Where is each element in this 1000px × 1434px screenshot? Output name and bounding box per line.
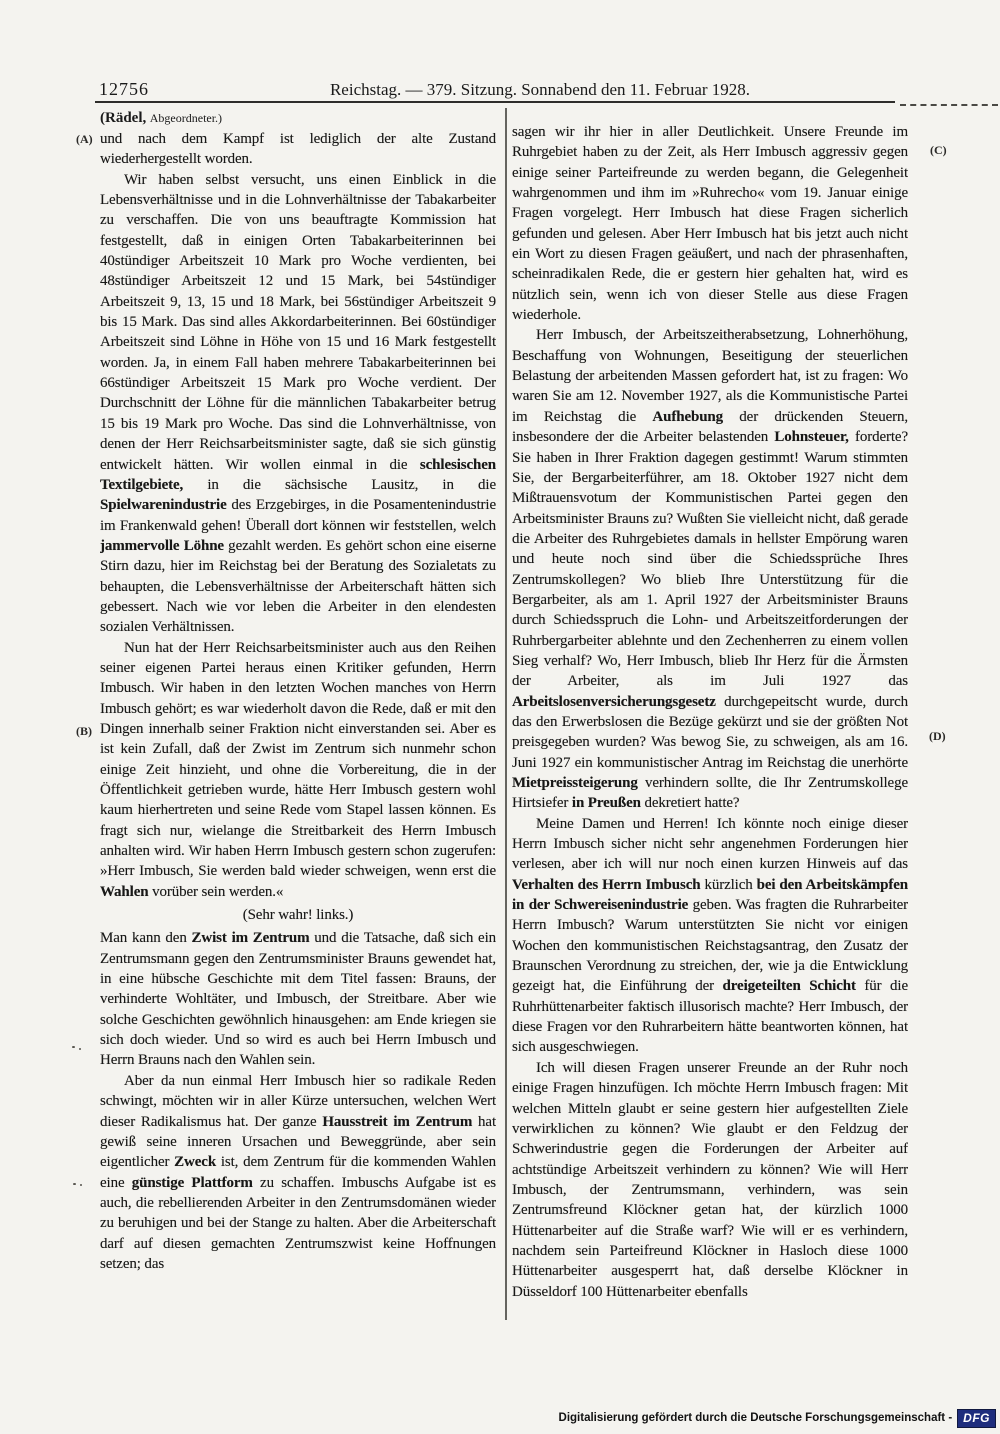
paragraph: Ich will diesen Fragen unserer Freunde an der Ruhr noch einige Fragen hinzufügen. Ich möchte Herrn Imbusch fragen: Mit welchen Mitteln glaubt er seine gestern hier aufgestellten Ziele verwirklichen zu können? Wie glaubt er den Feldzug der Schwerindustrie gegen die Forderungen der Arbeiter auf achtstündige Arbeitszeit verhindern zu können? Wie will Herr Imbusch, der Zentrumsmann, verhindern, was sein Zentrumsfreund Klöckner getan hat, der kürzlich 1000 Hüttenarbeiter auf die Straße warf? Wie will er es verhindern, nachdem sein Parteifreund Klöckner in Hasloch diese 1000 Hüttenarbeiter ausgesperrt hat, daß derselbe Klöckner in Düsseldorf 100 Hüttenarbeiter ebenfalls [512,1059,908,1300]
paragraph: Herr Imbusch, der Arbeitszeitherabsetzung, Lohnerhöhung, Beschaffung von Wohnungen, Beseitigung der steuerlichen Belastung der arbeitenden Massen gefordert hat, ist zu fragen: Wo waren Sie am 12. November 1927, als die Kommunistische Partei im Reichstag die Aufhebung der drückenden Steuern, insbesondere der die Arbeiter belastenden Lohnsteuer, forderte? Sie haben in Ihrer Fraktion dagegen gestimmt! Warum stimmten Sie, der Bergarbeiterführer, am 18. Oktober 1927 nicht dem Mißtrauensvotum der Kommunistischen Partei gegen den Arbeitsminister Brauns zu? Wußten Sie vielleicht nicht, daß gerade die Arbeiter des Ruhrgebietes damals in hellster Empörung waren und heute noch sind über die Schiedssprüche Ihres Zentrumskollegen? Wo blieb Ihre Unterstützung für die Bergarbeiter, als am 1. April 1927 der Arbeitsminister Brauns durch Schiedsspruch die Lohn- und Arbeitszeitforderungen der Ruhrbergarbeiter ablehnte und den Zechenherren zu einem vollen Sieg verhalf? Wo, Herr Imbusch, blieb Ihr Herz für die Ärmsten der Arbeiter, als im Juli 1927 das Arbeitslosenversicherungsgesetz durchgepeitscht wurde, durch das den Erwerbslosen die Bezüge gekürzt und sie der größten Not preisgegeben wurden? Was bewog Sie, zu schweigen, als am 16. Juni 1927 ein kommunistischer Antrag im Reichstag die unerhörte Mietpreissteigerung verhindern sollte, die Ihr Zentrumskollege Hirtsiefer in Preußen dekretiert hatte? [512,327,908,812]
digitization-footer [559,1407,996,1429]
scan-artifact [80,1184,82,1186]
margin-letter-c: (C) [930,143,947,157]
speaker-line [100,110,222,127]
margin-letter-a: (A) [76,132,93,146]
page-title: Reichstag. — 379. Sitzung. Sonnabend den 11. Februar 1928. [329,80,751,99]
digitization-footer-text: Digitalisierung gefördert durch die Deutsche Forschungsgemeinschaft - [558,1412,953,1424]
left-column [100,129,496,1327]
scan-artifact [73,1183,76,1185]
paragraph: Meine Damen und Herren! Ich könnte noch einige dieser Herrn Imbusch sicher nicht sehr angenehmen Forderungen hier verlesen, aber ich will nur noch einen kurzen Hinweis auf das Verhalten des Herrn Imbusch kürzlich bei den Arbeitskämpfen in der Schwereisenindustrie geben. Was fragten die Ruhrarbeiter Herrn Imbusch? Warum unterstützten Sie nicht vor einigen Wochen den kommunistischen Reichstagsantrag, den Zusatz der Braunschen Verordnung zu streichen, der, wie ja die Entwicklung gezeigt hat, die Einführung der dreigeteilten Schicht für die Ruhrhüttenarbeiter faktisch illusorisch machte? Herr Imbusch, der diese Fragen vor den Ruhrarbeitern hätte beantworten können, hat sich ausgeschwiegen. [512,815,908,1056]
paragraph: Aber da nun einmal Herr Imbusch hier so radikale Reden schwingt, möchten wir in aller Kürze untersuchen, welchen Wert dieser Radikalismus hat. Der ganze Hausstreit im Zentrum hat gewiß seine inneren Ursachen und Beweggründe, aber sein eigentlicher Zweck ist, dem Zentrum für die kommenden Wahlen eine günstige Plattform zu schaffen. Imbuschs Aufgabe ist es auch, die rebellierenden Arbeiter in den Zentrumsdomänen wieder zu beruhigen und bei der Stange zu halten. Aber die Arbeiterschaft darf auf diesen gemachten Zentrumszwist keine Hoffnungen setzen; das [100,1072,496,1272]
paragraph: sagen wir ihr hier in aller Deutlichkeit. Unsere Freunde im Ruhrgebiet haben zu der Zeit, als Herr Imbusch aggressiv gegen einige seiner Parteifreunde zu werden begann, die Gelegenheit wahrgenommen und ihm im »Ruhrecho« vom 19. Januar einige Fragen vorgelegt. Herr Imbusch hat diese Fragen sicherlich gefunden und gelesen. Aber Herr Imbusch hat bis jetzt auch nicht ein Wort zu diesen Fragen geäußert, und nach der phrasenhaften, scheinradikalen Rede, die er gestern hier gehalten hat, wird es nützlich sein, wenn ich von dieser Stelle aus diese Fragen wiederhole. [512,124,908,324]
paragraph: Wir haben selbst versucht, uns einen Einblick in die Lebensverhältnisse und in die Lohnverhältnisse der Tabakarbeiter zu verschaffen. Die von uns beauftragte Kommission hat festgestellt, daß in einigen Orten Tabakarbeiterinnen bei 40stündiger Arbeitszeit 10 Mark pro Woche verdienten, bei 48stündiger Arbeitszeit 12 und 15 Mark, bei 54stündiger Arbeitszeit 9, 13, 15 und 18 Mark, bei 56stündiger Arbeitszeit 9 bis 15 Mark. Das sind alles Akkordarbeiterinnen. Bei 60stündiger Arbeitszeit sind Löhne in Höhe von 15 und 16 Mark festgestellt worden. Ja, in einem Fall haben mehrere Tabakarbeiterinnen bei 66stündiger Arbeitszeit 15 Mark pro Woche verdient. Der Durchschnitt der Löhne für die männlichen Tabakarbeiter betrug 15 bis 19 Mark pro Woche. Das sind die Lohnverhältnisse, von denen der Herr Reichsarbeitsminister sagte, daß sie sich günstig entwickelt hätten. Wir wollen einmal in die schlesischen Textilgebiete, in die sächsische Lausitz, in die Spielwarenindustrie des Erzgebirges, in die Posamentenindustrie im Frankenwald gehen! Überall dort können wir feststellen, welch jammervolle Löhne gezahlt werden. Es gehört schon eine eiserne Stirn dazu, hier im Reichstag bei der Beratung des Sozialetats zu behaupten, die Lebensverhältnisse der Arbeiterschaft hätten sich gebessert. Nach wie vor leben die Arbeiter in den elendesten sozialen Verhältnissen. [100,171,496,636]
dfg-logo: DFG [957,1409,996,1428]
margin-letter-d: (D) [929,729,946,743]
speaker-name: (Rädel, [100,110,147,126]
speaker-role: Abgeordneter.) [149,111,223,125]
column-divider [505,108,507,1320]
paragraph: Nun hat der Herr Reichsarbeitsminister auch aus den Reihen seiner eigenen Partei heraus einen Kritiker gefunden, Herrn Imbusch. Wir haben in den letzten Wochen manches von Herrn Imbusch gehört; es war wiederholt davon die Rede, daß er mit den Dingen innerhalb seiner Fraktion nicht einverstanden sei. Aber es ist kein Zufall, daß der Zwist im Zentrum sich nunmehr schon einige Zeit hinzieht, und ohne die Vorbereitung, die in der Öffentlichkeit getrieben wurde, hätte Herr Imbusch gestern wohl kaum hierhertreten und seine Rede vom Stapel lassen können. Es fragt sich nur, wielange die Streitbarkeit des Herrn Imbusch anhalten wird. Wir haben Herrn Imbusch gestern schon zugerufen: »Herr Imbusch, Sie werden bald wieder schweigen, wenn erst die Wahlen vorüber sein werden.« [100,639,496,900]
page-number: 12756 [99,79,149,99]
interjection-line: (Sehr wahr! links.) [242,907,354,924]
right-column [512,122,908,1334]
paragraph: Man kann den Zwist im Zentrum und die Tatsache, daß sich ein Zentrumsmann gegen den Zentrumsminister Brauns gewendet hat, in eine hübsche Geschichte mit dem Titel fassen: Brauns, der verhinderte Wohltäter, und Imbusch, der Streitbare. Aber wie solche Geschichten gewöhnlich hinausgehen: am Ende kriegen sie sich doch wieder. Und so wird es auch bei Herrn Imbusch und Herrn Brauns nach den Wahlen sein. [100,930,496,1069]
scan-artifact [79,1048,81,1050]
header-rule-dashed-tail [900,104,998,106]
header-rule [95,101,895,103]
scan-artifact [72,1046,75,1048]
paragraph: und nach dem Kampf ist lediglich der alte Zustand wiederhergestellt worden. [100,131,496,168]
margin-letter-b: (B) [76,724,92,738]
